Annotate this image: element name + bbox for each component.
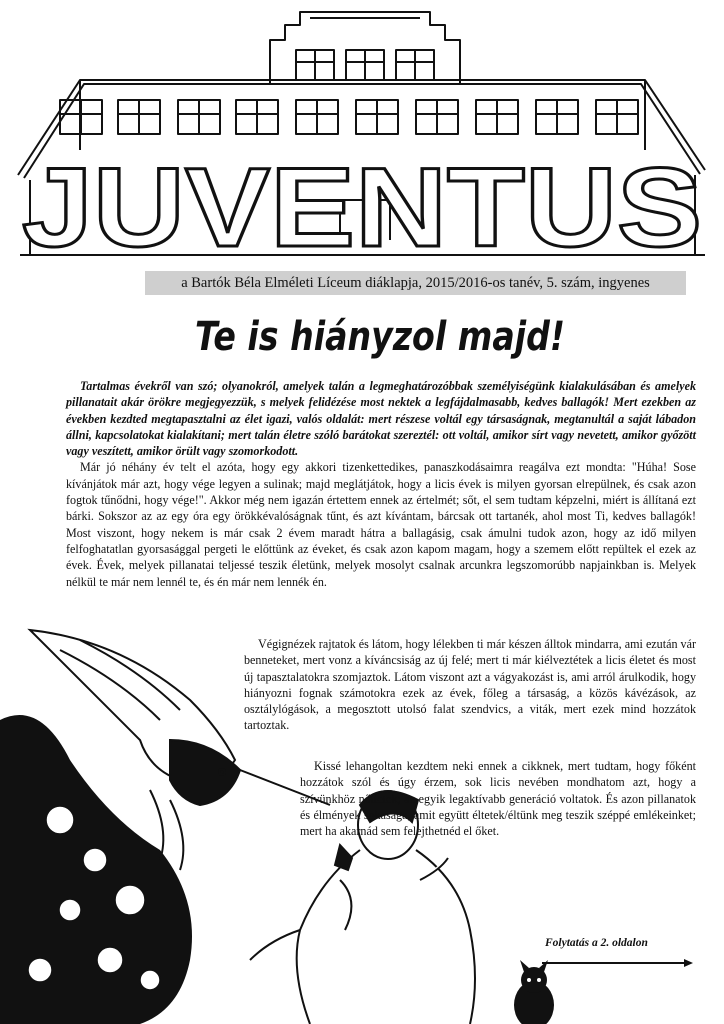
- masthead-subtitle: a Bartók Béla Elméleti Líceum diáklapja, 2015/2016-os tanév, 5. szám, ingyenes: [145, 271, 686, 295]
- masthead-illustration: [0, 0, 724, 270]
- article-lead: Tartalmas évekről van szó; olyanokról, amelyek talán a legmeghatározóbbak személyiségünk kialakulásában és amelyek pillanatait akár örökre megjegyezzük, s melyek felidézése most nektek a legfájdalmasabb, kedves ballagók! Mert ezekben az években kezdted megtapasztalni az élet igazi, valós oldalát: mert részese voltál egy társaságnak, megtanultál a saját lábadon állni, kapcsolatokat kialakítani; mert talán életre szóló barátokat szereztél: ott voltál, amikor sírt vagy nevetett, amikor győzött vagy veszített, amikor örült vagy szomorkodott.: [66, 379, 696, 459]
- continued-label[interactable]: Folytatás a 2. oldalon: [545, 937, 648, 949]
- article-body: [66, 378, 696, 590]
- masthead-title: JUVENTUS: [22, 145, 702, 270]
- article-paragraph-2-wrap: [244, 636, 696, 734]
- cat-drawing: [514, 960, 554, 1024]
- article-headline: [180, 300, 580, 370]
- article-paragraph-1: Már jó néhány év telt el azóta, hogy egy akkori tizenkettedikes, panaszkodásaimra reagálva ezt mondta: "Húha! Sose kívánjátok már azt, hogy vége legyen a sulinak; majd meglátjátok, hogy a licis évek is milyen gyorsan elrepülnek, és csak azon fogtok tűnődni, hogy vége!". Akkor még nem igazán értettem ennek az értelmét; sőt, el sem tudtam képzelni, miért is állítaná ezt bárki. Sokszor az az egy óra egy örökkévalóságnak tűnt, és azt kívántam, bárcsak ott tartanék, ahol most Ti, kedves ballagók! Most viszont, hogy nekem is már csak 2 évem maradt hátra a ballagásig, csak ámulni tudok azon, hogy az idő milyen felfoghatatlan gyorsasággal pergeti le előttünk az éveket, és csak azon kapom magam, hogy a szemem előtt repültek el ezek az évek. Évek, melyek pillanatai teljessé teszik életünk, melyek mosolyt csalnak arcunkra legszomorúbb napjainkban is. Melyek nélkül te már nem lennél te, és én már nem lennék én.: [66, 460, 696, 589]
- article-paragraph-2: Végignézek rajtatok és látom, hogy lélekben ti már készen álltok mindarra, ami ezután vár benneteket, mert vonz a kíváncsiság az új felé; mert ti már kiélveztétek a licis életet és most új tapasztalatokra szomjaztok. Látom viszont azt a vágyakozást is, ami arról árulkodik, hogy hiányozni fognak számotokra ezek az évek, főleg a társaság, a közös kávézások, az osztálylógások, a megosztott utolsó falat szendvics, a viták, mert ezek mind hozzátok tartoztak.: [244, 637, 696, 733]
- article-paragraph-3: Kissé lehangoltan kezdtem neki ennek a cikknek, mert tudtam, hogy főként hozzátok szól és úgy érzem, sok licis nevében mondhatom azt, hogy a szívünkhöz nőttetek; az egyik legaktívabb generáció voltatok. És azon pillanatok és élmények sokasága, amit együtt éltetek/éltünk meg teszik széppé emlékeinket; mert ha akarnád sem felejthetnéd el őket.: [300, 759, 696, 839]
- right-arrow-icon: [542, 958, 694, 968]
- svg-text:Te is hiányzol majd!: Te is hiányzol majd!: [195, 314, 565, 360]
- article-paragraph-3-wrap: [300, 758, 696, 839]
